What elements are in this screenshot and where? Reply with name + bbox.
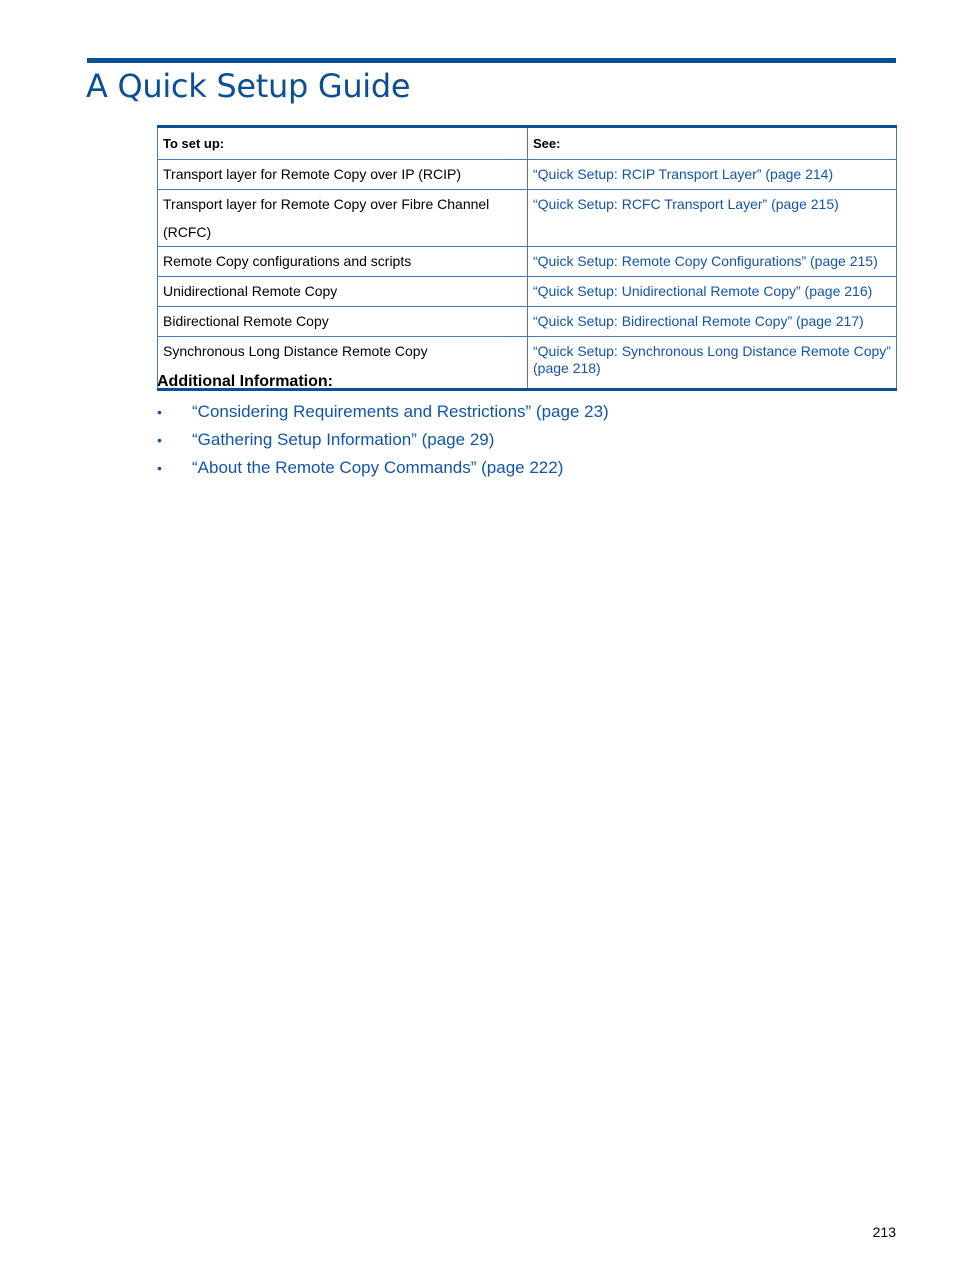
see-link[interactable]: “Quick Setup: Synchronous Long Distance Remote Copy” (page 218)	[528, 337, 897, 390]
see-link[interactable]: “Quick Setup: Bidirectional Remote Copy” (page 217)	[528, 307, 897, 337]
info-link-gathering[interactable]: “Gathering Setup Information” (page 29)	[192, 430, 495, 449]
table-row	[158, 307, 897, 337]
table-header-row	[158, 127, 897, 160]
page-number: 213	[872, 1224, 896, 1240]
see-link[interactable]: “Quick Setup: Remote Copy Configurations” (page 215)	[528, 247, 897, 277]
see-link[interactable]: “Quick Setup: RCIP Transport Layer” (page 214)	[528, 160, 897, 190]
setup-cell: Remote Copy configurations and scripts	[158, 247, 528, 277]
column-header-see: See:	[528, 127, 897, 160]
setup-cell: Transport layer for Remote Copy over IP (RCIP)	[158, 160, 528, 190]
table-row	[158, 277, 897, 307]
list-item	[157, 426, 609, 454]
setup-cell: Unidirectional Remote Copy	[158, 277, 528, 307]
table-row	[158, 190, 897, 247]
bullet-icon: •	[157, 460, 162, 476]
list-item	[157, 454, 609, 482]
see-link[interactable]: “Quick Setup: Unidirectional Remote Copy” (page 216)	[528, 277, 897, 307]
info-link-commands[interactable]: “About the Remote Copy Commands” (page 222)	[192, 458, 564, 477]
bullet-icon: •	[157, 404, 162, 420]
additional-info-list	[157, 398, 609, 482]
setup-cell: Transport layer for Remote Copy over Fibre Channel (RCFC)	[158, 190, 528, 247]
additional-info-heading: Additional Information:	[157, 373, 333, 390]
setup-table	[157, 125, 897, 391]
bullet-icon: •	[157, 432, 162, 448]
table-row	[158, 160, 897, 190]
list-item	[157, 398, 609, 426]
setup-cell: Bidirectional Remote Copy	[158, 307, 528, 337]
see-link[interactable]: “Quick Setup: RCFC Transport Layer” (page 215)	[528, 190, 897, 247]
info-link-requirements[interactable]: “Considering Requirements and Restrictions” (page 23)	[192, 402, 609, 421]
title-rule	[87, 58, 896, 63]
column-header-setup: To set up:	[158, 127, 528, 160]
setup-cell: Synchronous Long Distance Remote Copy	[158, 337, 528, 390]
table-row	[158, 247, 897, 277]
page-title: A Quick Setup Guide	[86, 67, 411, 105]
